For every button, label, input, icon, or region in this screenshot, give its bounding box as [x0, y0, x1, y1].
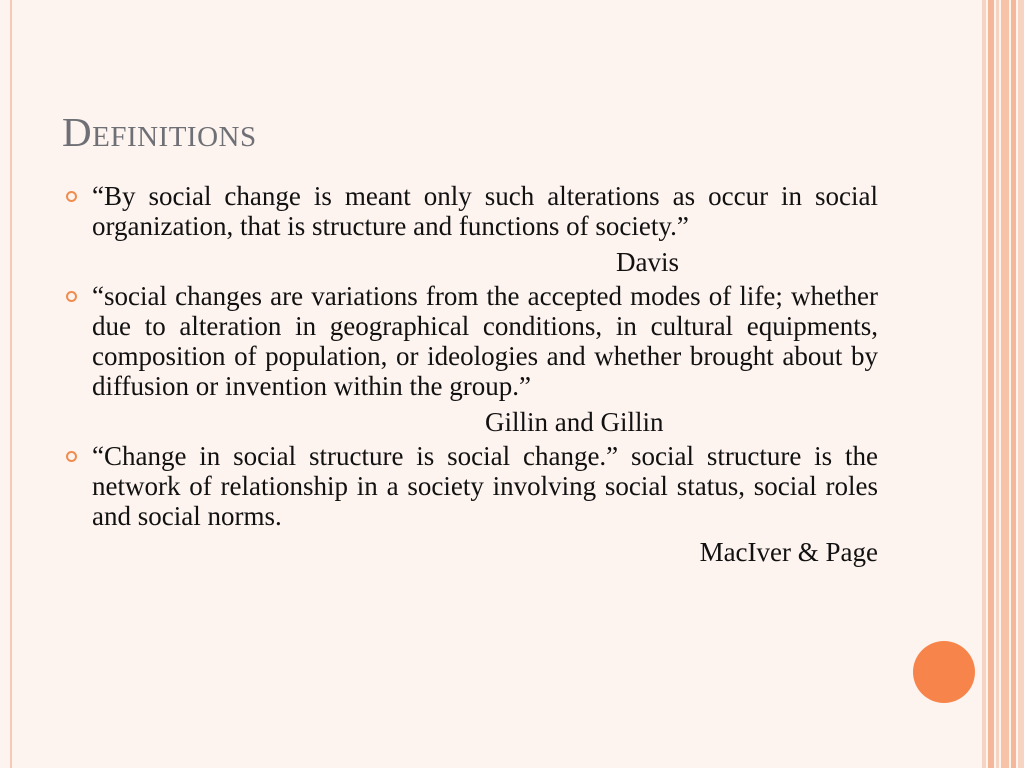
bullet-ring-icon [66, 451, 77, 462]
decorative-stripe [1011, 0, 1016, 768]
definition-item [62, 441, 878, 531]
decorative-stripe [1001, 0, 1009, 768]
definitions-list [62, 181, 878, 571]
left-border [10, 0, 12, 768]
decorative-stripe [1018, 0, 1024, 768]
slide-title: Definitions [62, 109, 257, 155]
bullet-ring-icon [66, 291, 77, 302]
decorative-stripe [996, 0, 999, 768]
definition-author: MacIver & Page [699, 537, 878, 567]
definition-text: “Change in social structure is social change.” social structure is the network of relationship in a society involving social status, social roles and social norms. [92, 441, 878, 531]
definition-item [62, 181, 878, 241]
decorative-stripe [982, 0, 986, 768]
definition-text: “social changes are variations from the accepted modes of life; whether due to alteration in geographical conditions, in cultural equipments, composition of population, or ideologies and whether brought about by diffusion or invention within the group.” [92, 281, 878, 401]
decorative-circle [913, 641, 975, 703]
decorative-stripe [988, 0, 994, 768]
definition-author: Gillin and Gillin [485, 407, 664, 437]
definition-author: Davis [616, 247, 679, 277]
definition-item [62, 281, 878, 401]
bullet-ring-icon [66, 191, 77, 202]
definition-text: “By social change is meant only such alterations as occur in social organization, that is structure and functions of society.” [92, 181, 878, 241]
